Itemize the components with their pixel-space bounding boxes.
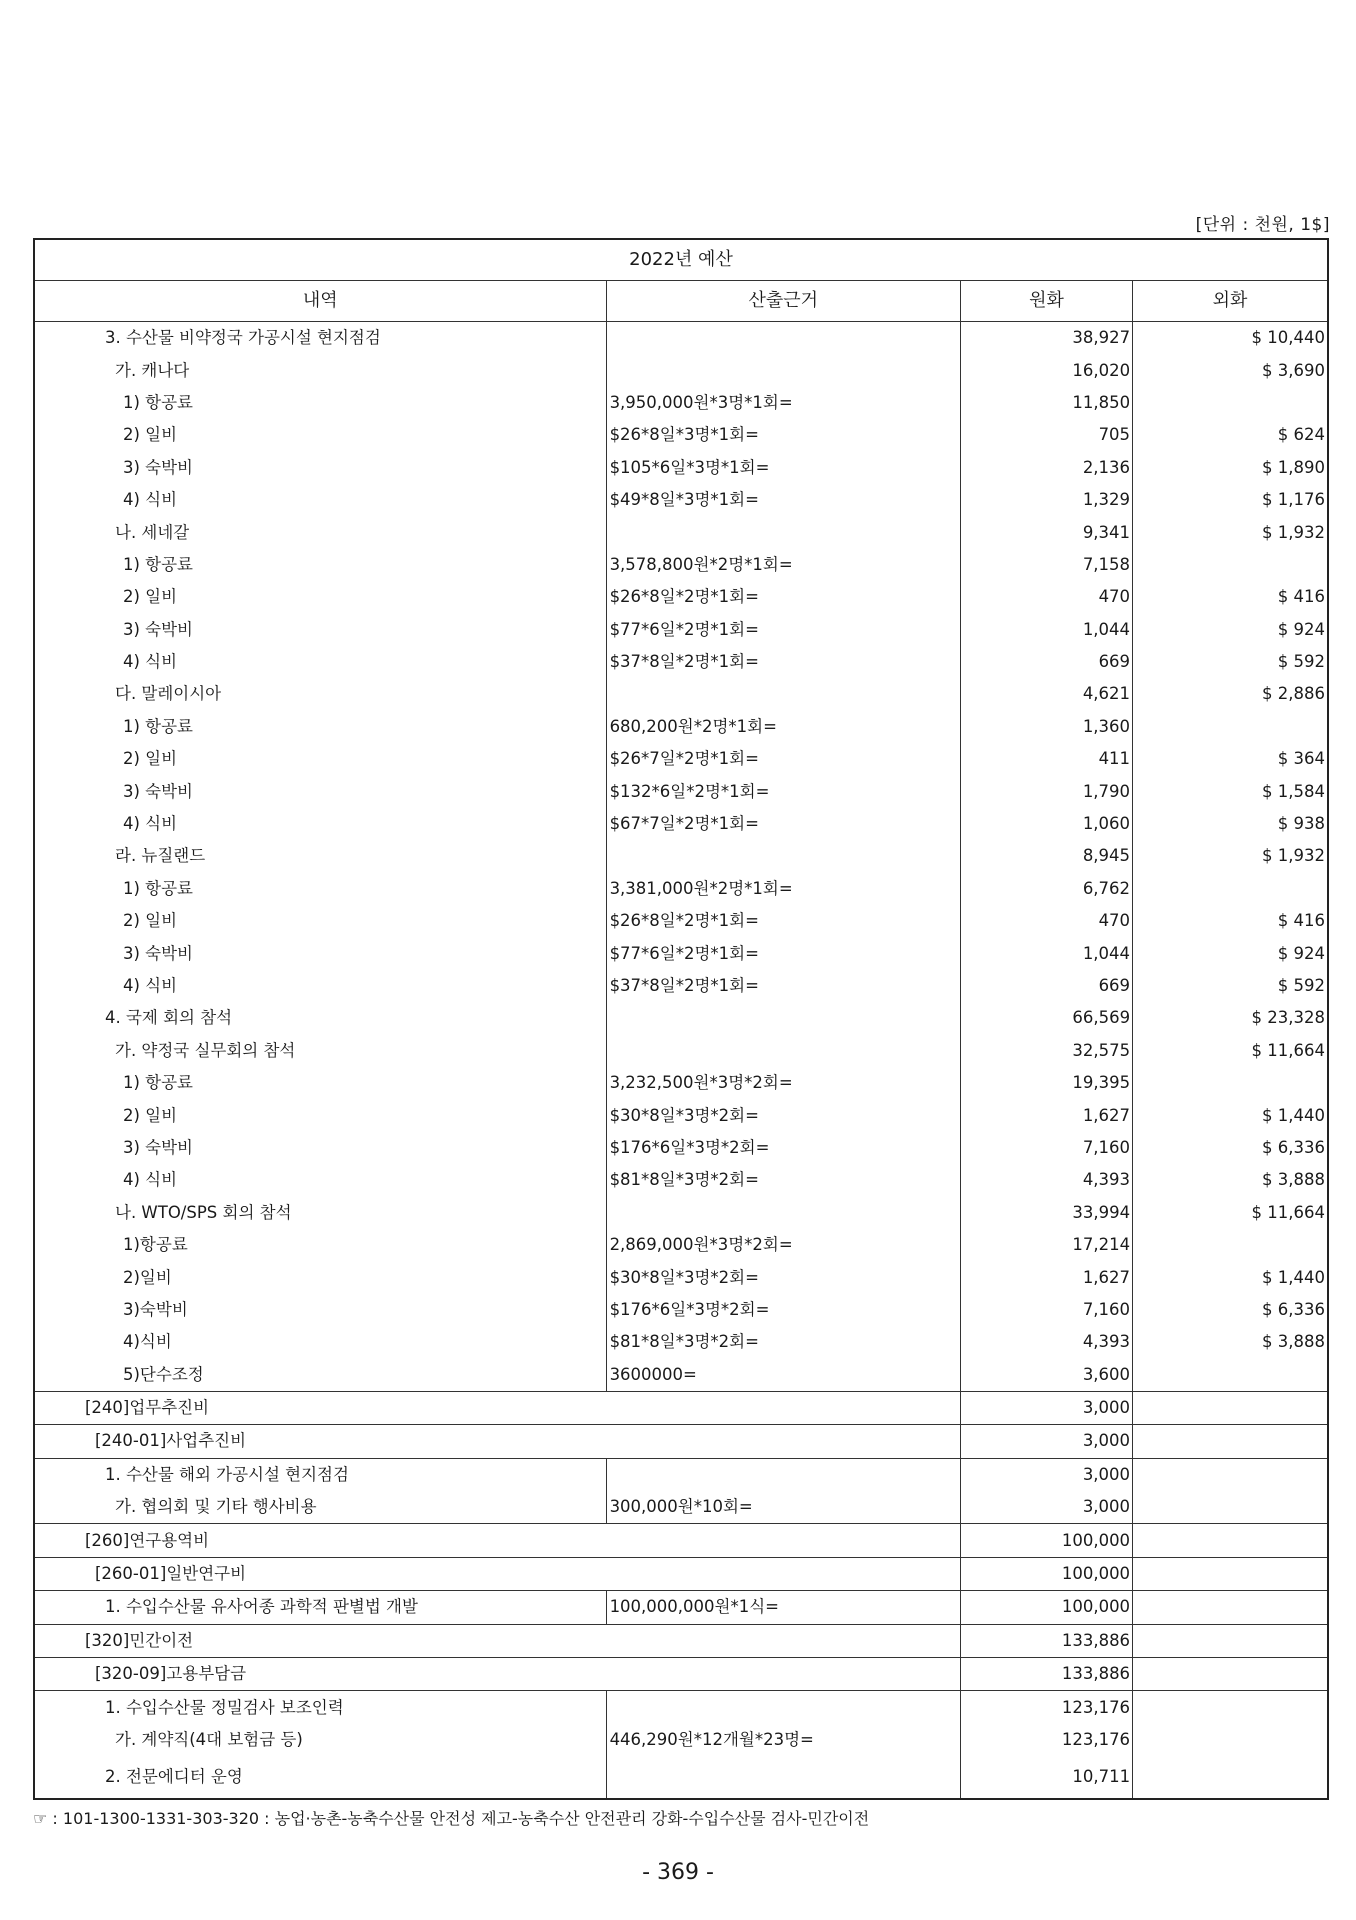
table-row bbox=[34, 775, 1328, 807]
row-item: 1. 수산물 해외 가공시설 현지점검 bbox=[34, 1458, 606, 1491]
group-fx bbox=[1133, 1391, 1328, 1424]
row-krw: 3,000 bbox=[960, 1458, 1132, 1491]
row-basis: $30*8일*3명*2회= bbox=[606, 1261, 960, 1293]
row-fx: $ 6,336 bbox=[1133, 1294, 1328, 1326]
row-item: 2) 일비 bbox=[123, 749, 178, 769]
row-item: 2) 일비 bbox=[123, 1105, 178, 1125]
table-row bbox=[34, 1591, 1328, 1624]
row-krw: 16,020 bbox=[960, 354, 1132, 386]
row-fx: $ 1,440 bbox=[1133, 1261, 1328, 1293]
header-item: 내역 bbox=[34, 281, 606, 322]
table-row bbox=[34, 1197, 1328, 1229]
row-krw: 10,711 bbox=[960, 1756, 1132, 1799]
row-item: 3) 숙박비 bbox=[123, 619, 193, 639]
row-fx: $ 10,440 bbox=[1133, 322, 1328, 355]
row-item: 나. 세네갈 bbox=[115, 522, 190, 542]
row-fx bbox=[1133, 711, 1328, 743]
table-row bbox=[34, 1491, 1328, 1524]
table-row bbox=[34, 646, 1328, 678]
table-header-row bbox=[34, 281, 1328, 322]
row-fx: $ 3,888 bbox=[1133, 1326, 1328, 1358]
row-fx: $ 1,932 bbox=[1133, 840, 1328, 872]
row-fx: $ 624 bbox=[1133, 419, 1328, 451]
row-basis: $132*6일*2명*1회= bbox=[606, 775, 960, 807]
row-fx: $ 938 bbox=[1133, 808, 1328, 840]
row-basis bbox=[606, 1691, 960, 1724]
row-fx bbox=[1133, 387, 1328, 419]
table-title: 2022년 예산 bbox=[34, 239, 1328, 281]
row-krw: 7,160 bbox=[960, 1132, 1132, 1164]
row-basis bbox=[606, 1197, 960, 1229]
subgroup-row bbox=[34, 1658, 1328, 1691]
row-item: 3. 수산물 비약정국 가공시설 현지점검 bbox=[105, 328, 381, 348]
row-krw: 32,575 bbox=[960, 1035, 1132, 1067]
row-fx: $ 1,440 bbox=[1133, 1099, 1328, 1131]
row-item: 1) 항공료 bbox=[123, 554, 193, 574]
row-item: 3) 숙박비 bbox=[123, 1137, 193, 1157]
row-krw: 19,395 bbox=[960, 1067, 1132, 1099]
row-krw: 1,329 bbox=[960, 484, 1132, 516]
row-basis: $81*8일*3명*2회= bbox=[606, 1164, 960, 1196]
group-krw: 100,000 bbox=[960, 1524, 1132, 1557]
row-fx: $ 592 bbox=[1133, 646, 1328, 678]
row-basis bbox=[606, 840, 960, 872]
row-krw: 1,790 bbox=[960, 775, 1132, 807]
subgroup-label: [320-09]고용부담금 bbox=[34, 1658, 960, 1691]
table-row bbox=[34, 711, 1328, 743]
row-krw: 669 bbox=[960, 970, 1132, 1002]
row-item: 3) 숙박비 bbox=[123, 943, 193, 963]
row-krw: 669 bbox=[960, 646, 1132, 678]
row-fx bbox=[1133, 1491, 1328, 1524]
row-krw: 2,136 bbox=[960, 452, 1132, 484]
row-item: 2. 전문에디터 운영 bbox=[105, 1767, 243, 1787]
row-krw: 411 bbox=[960, 743, 1132, 775]
row-item: 1) 항공료 bbox=[123, 878, 193, 898]
row-krw: 1,044 bbox=[960, 937, 1132, 969]
row-fx: $ 592 bbox=[1133, 970, 1328, 1002]
row-fx: $ 416 bbox=[1133, 905, 1328, 937]
table-row bbox=[34, 1359, 1328, 1392]
row-basis: $26*8일*3명*1회= bbox=[606, 419, 960, 451]
row-fx: $ 1,584 bbox=[1133, 775, 1328, 807]
table-row bbox=[34, 1261, 1328, 1293]
row-krw: 66,569 bbox=[960, 1002, 1132, 1034]
table-row bbox=[34, 1724, 1328, 1756]
row-basis: $37*8일*2명*1회= bbox=[606, 646, 960, 678]
table-row bbox=[34, 1164, 1328, 1196]
row-basis: 100,000,000원*1식= bbox=[606, 1591, 960, 1624]
row-item: 다. 말레이시아 bbox=[115, 684, 222, 704]
table-row bbox=[34, 678, 1328, 710]
row-krw: 11,850 bbox=[960, 387, 1132, 419]
table-row bbox=[34, 1756, 1328, 1799]
table-row bbox=[34, 452, 1328, 484]
row-krw: 6,762 bbox=[960, 873, 1132, 905]
row-item: 가. 협의회 및 기타 행사비용 bbox=[115, 1497, 317, 1517]
group-label: [320]민간이전 bbox=[34, 1624, 960, 1657]
row-item: 라. 뉴질랜드 bbox=[115, 846, 206, 866]
group-row bbox=[34, 1524, 1328, 1557]
row-basis: $67*7일*2명*1회= bbox=[606, 808, 960, 840]
row-krw: 9,341 bbox=[960, 516, 1132, 548]
row-krw: 17,214 bbox=[960, 1229, 1132, 1261]
table-title-row bbox=[34, 239, 1328, 281]
budget-table bbox=[33, 238, 1329, 1800]
row-fx: $ 1,176 bbox=[1133, 484, 1328, 516]
subgroup-krw: 133,886 bbox=[960, 1658, 1132, 1691]
table-row bbox=[34, 1002, 1328, 1034]
row-fx: $ 3,690 bbox=[1133, 354, 1328, 386]
table-row bbox=[34, 937, 1328, 969]
row-fx bbox=[1133, 1067, 1328, 1099]
row-fx: $ 11,664 bbox=[1133, 1035, 1328, 1067]
row-basis: 300,000원*10회= bbox=[606, 1491, 960, 1524]
group-label: [240]업무추진비 bbox=[34, 1391, 960, 1424]
row-fx: $ 1,932 bbox=[1133, 516, 1328, 548]
row-basis: 2,869,000원*3명*2회= bbox=[606, 1229, 960, 1261]
row-basis: $105*6일*3명*1회= bbox=[606, 452, 960, 484]
group-fx bbox=[1133, 1624, 1328, 1657]
row-fx: $ 924 bbox=[1133, 937, 1328, 969]
row-item: 5)단수조정 bbox=[123, 1364, 204, 1384]
table-row bbox=[34, 808, 1328, 840]
row-basis: $81*8일*3명*2회= bbox=[606, 1326, 960, 1358]
table-row bbox=[34, 484, 1328, 516]
row-item: 2) 일비 bbox=[123, 587, 178, 607]
table-row bbox=[34, 354, 1328, 386]
row-fx bbox=[1133, 1691, 1328, 1724]
row-item: 1) 항공료 bbox=[123, 1073, 193, 1093]
row-basis: $77*6일*2명*1회= bbox=[606, 937, 960, 969]
subgroup-fx bbox=[1133, 1557, 1328, 1590]
row-basis: 3,950,000원*3명*1회= bbox=[606, 387, 960, 419]
table-row bbox=[34, 387, 1328, 419]
row-krw: 7,158 bbox=[960, 549, 1132, 581]
row-fx bbox=[1133, 873, 1328, 905]
page-number: - 369 - bbox=[642, 1860, 714, 1885]
row-basis: $49*8일*3명*1회= bbox=[606, 484, 960, 516]
table-row bbox=[34, 1691, 1328, 1724]
row-item: 3) 숙박비 bbox=[123, 781, 193, 801]
row-krw: 3,000 bbox=[960, 1491, 1132, 1524]
table-row bbox=[34, 1132, 1328, 1164]
row-basis: $37*8일*2명*1회= bbox=[606, 970, 960, 1002]
table-row bbox=[34, 614, 1328, 646]
row-basis bbox=[606, 516, 960, 548]
row-item: 나. WTO/SPS 회의 참석 bbox=[115, 1202, 292, 1222]
row-item: 4)식비 bbox=[123, 1332, 172, 1352]
header-fx: 외화 bbox=[1133, 281, 1328, 322]
table-row bbox=[34, 873, 1328, 905]
row-basis bbox=[606, 354, 960, 386]
row-krw: 123,176 bbox=[960, 1724, 1132, 1756]
group-row bbox=[34, 1391, 1328, 1424]
row-item: 1. 수입수산물 유사어종 과학적 판별법 개발 bbox=[34, 1591, 606, 1624]
row-fx bbox=[1133, 1591, 1328, 1624]
group-label: [260]연구용역비 bbox=[34, 1524, 960, 1557]
table-row bbox=[34, 516, 1328, 548]
subgroup-row bbox=[34, 1557, 1328, 1590]
row-basis bbox=[606, 1756, 960, 1799]
row-fx bbox=[1133, 1229, 1328, 1261]
row-basis: $26*7일*2명*1회= bbox=[606, 743, 960, 775]
row-krw: 1,044 bbox=[960, 614, 1132, 646]
row-krw: 1,060 bbox=[960, 808, 1132, 840]
row-krw: 38,927 bbox=[960, 322, 1132, 355]
row-basis: 3,578,800원*2명*1회= bbox=[606, 549, 960, 581]
row-item: 2) 일비 bbox=[123, 911, 178, 931]
row-item: 1. 수입수산물 정밀검사 보조인력 bbox=[34, 1691, 606, 1724]
row-basis: 446,290원*12개월*23명= bbox=[606, 1724, 960, 1756]
row-krw: 7,160 bbox=[960, 1294, 1132, 1326]
row-basis bbox=[606, 1035, 960, 1067]
table-row bbox=[34, 1035, 1328, 1067]
row-item: 가. 약정국 실무회의 참석 bbox=[115, 1040, 296, 1060]
row-basis: 680,200원*2명*1회= bbox=[606, 711, 960, 743]
row-fx: $ 6,336 bbox=[1133, 1132, 1328, 1164]
row-fx: $ 1,890 bbox=[1133, 452, 1328, 484]
row-basis: $30*8일*3명*2회= bbox=[606, 1099, 960, 1131]
row-fx bbox=[1133, 1724, 1328, 1756]
row-krw: 33,994 bbox=[960, 1197, 1132, 1229]
row-item: 1) 항공료 bbox=[123, 716, 193, 736]
row-fx: $ 924 bbox=[1133, 614, 1328, 646]
row-basis bbox=[606, 322, 960, 355]
row-fx bbox=[1133, 1458, 1328, 1491]
row-basis bbox=[606, 678, 960, 710]
row-krw: 1,360 bbox=[960, 711, 1132, 743]
budget-table-body bbox=[34, 239, 1328, 1799]
row-basis bbox=[606, 1002, 960, 1034]
row-krw: 470 bbox=[960, 581, 1132, 613]
row-basis: $176*6일*3명*2회= bbox=[606, 1294, 960, 1326]
group-row bbox=[34, 1624, 1328, 1657]
row-item: 2) 일비 bbox=[123, 425, 178, 445]
row-krw: 100,000 bbox=[960, 1591, 1132, 1624]
row-krw: 123,176 bbox=[960, 1691, 1132, 1724]
row-fx bbox=[1133, 549, 1328, 581]
row-item: 4) 식비 bbox=[123, 652, 178, 672]
row-krw: 1,627 bbox=[960, 1261, 1132, 1293]
subgroup-krw: 100,000 bbox=[960, 1557, 1132, 1590]
subgroup-krw: 3,000 bbox=[960, 1425, 1132, 1458]
table-row bbox=[34, 1458, 1328, 1491]
table-row bbox=[34, 322, 1328, 355]
row-krw: 4,393 bbox=[960, 1326, 1132, 1358]
row-item: 4) 식비 bbox=[123, 1170, 178, 1190]
subgroup-label: [240-01]사업추진비 bbox=[34, 1425, 960, 1458]
unit-label: [단위 : 천원, 1$] bbox=[1195, 215, 1330, 235]
header-krw: 원화 bbox=[960, 281, 1132, 322]
subgroup-row bbox=[34, 1425, 1328, 1458]
table-row bbox=[34, 1099, 1328, 1131]
table-row bbox=[34, 419, 1328, 451]
table-row bbox=[34, 1294, 1328, 1326]
row-item: 가. 캐나다 bbox=[115, 360, 190, 380]
table-row bbox=[34, 549, 1328, 581]
row-basis: 3,381,000원*2명*1회= bbox=[606, 873, 960, 905]
table-row bbox=[34, 970, 1328, 1002]
row-fx: $ 11,664 bbox=[1133, 1197, 1328, 1229]
table-row bbox=[34, 905, 1328, 937]
table-row bbox=[34, 1067, 1328, 1099]
row-fx bbox=[1133, 1359, 1328, 1392]
row-item: 가. 계약직(4대 보험금 등) bbox=[115, 1729, 303, 1749]
row-basis: $26*8일*2명*1회= bbox=[606, 905, 960, 937]
subgroup-fx bbox=[1133, 1658, 1328, 1691]
header-basis: 산출근거 bbox=[606, 281, 960, 322]
table-row bbox=[34, 1326, 1328, 1358]
row-item: 2)일비 bbox=[123, 1267, 172, 1287]
row-basis: $176*6일*3명*2회= bbox=[606, 1132, 960, 1164]
row-basis: $77*6일*2명*1회= bbox=[606, 614, 960, 646]
row-fx: $ 23,328 bbox=[1133, 1002, 1328, 1034]
row-item: 3) 숙박비 bbox=[123, 457, 193, 477]
row-item: 4) 식비 bbox=[123, 814, 178, 834]
table-row bbox=[34, 1229, 1328, 1261]
row-krw: 1,627 bbox=[960, 1099, 1132, 1131]
table-row bbox=[34, 840, 1328, 872]
row-krw: 3,600 bbox=[960, 1359, 1132, 1392]
group-krw: 3,000 bbox=[960, 1391, 1132, 1424]
group-fx bbox=[1133, 1524, 1328, 1557]
row-item: 1)항공료 bbox=[123, 1235, 188, 1255]
row-item: 4. 국제 회의 참석 bbox=[105, 1008, 233, 1028]
row-item: 1) 항공료 bbox=[123, 392, 193, 412]
footnote: ☞ : 101-1300-1331-303-320 : 농업·농촌-농축수산물 안전성 제고-농축수산 안전관리 강화-수입수산물 검사-민간이전 bbox=[33, 1809, 870, 1828]
row-krw: 470 bbox=[960, 905, 1132, 937]
row-fx bbox=[1133, 1756, 1328, 1799]
row-fx: $ 3,888 bbox=[1133, 1164, 1328, 1196]
subgroup-fx bbox=[1133, 1425, 1328, 1458]
row-krw: 705 bbox=[960, 419, 1132, 451]
row-basis: $26*8일*2명*1회= bbox=[606, 581, 960, 613]
table-row bbox=[34, 581, 1328, 613]
row-item: 3)숙박비 bbox=[123, 1299, 188, 1319]
row-fx: $ 2,886 bbox=[1133, 678, 1328, 710]
row-basis bbox=[606, 1458, 960, 1491]
row-krw: 8,945 bbox=[960, 840, 1132, 872]
row-fx: $ 364 bbox=[1133, 743, 1328, 775]
row-basis: 3600000= bbox=[606, 1359, 960, 1392]
group-krw: 133,886 bbox=[960, 1624, 1132, 1657]
row-item: 4) 식비 bbox=[123, 490, 178, 510]
row-krw: 4,393 bbox=[960, 1164, 1132, 1196]
table-row bbox=[34, 743, 1328, 775]
row-basis: 3,232,500원*3명*2회= bbox=[606, 1067, 960, 1099]
row-item: 4) 식비 bbox=[123, 976, 178, 995]
subgroup-label: [260-01]일반연구비 bbox=[34, 1557, 960, 1590]
row-fx: $ 416 bbox=[1133, 581, 1328, 613]
row-krw: 4,621 bbox=[960, 678, 1132, 710]
